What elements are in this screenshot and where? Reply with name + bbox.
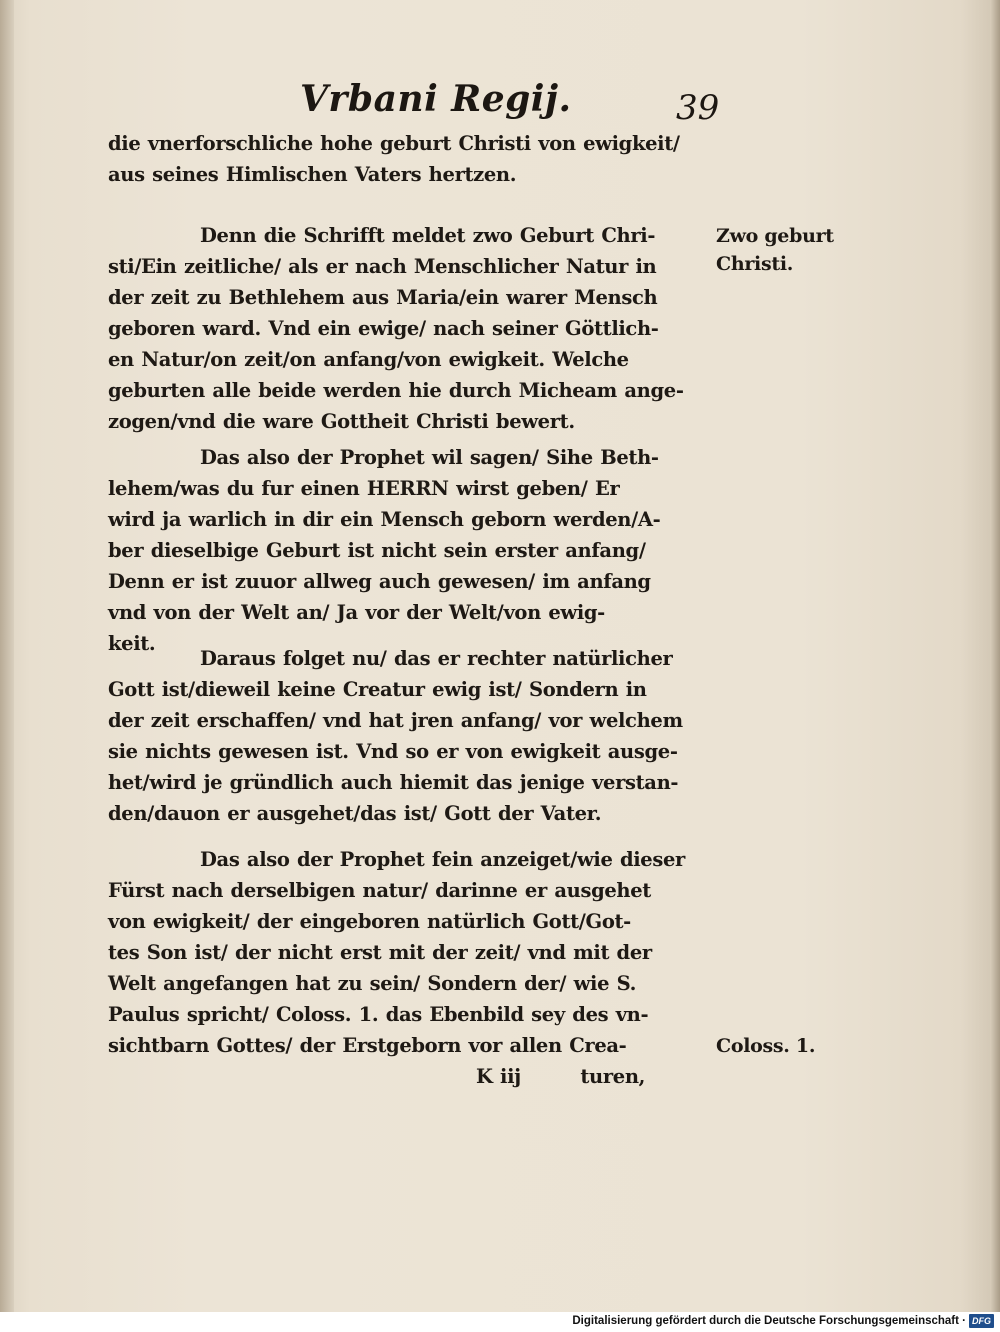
text-line: sichtbarn Gottes/ der Erstgeborn vor allen Crea- [108,1034,627,1057]
text-line: Denn er ist zuuor allweg auch gewesen/ im anfang [108,570,651,593]
page-number: 39 [676,88,720,128]
text-line: geburten alle beide werden hie durch Micheam ange- [108,379,684,402]
text-line: Daraus folget nu/ das er rechter natürlicher [200,647,673,670]
text-line: Denn die Schrifft meldet zwo Geburt Chri- [200,224,656,247]
paragraph-5 [108,844,710,1092]
funding-credit: Digitalisierung gefördert durch die Deutsche Forschungsgemeinschaft · [572,1315,966,1327]
running-head: Vrbani Regij. [300,78,572,120]
signature-catchword-line: K iij turen, [476,1065,646,1088]
paragraph-2 [108,220,710,437]
paragraph-4 [108,643,710,829]
margin-note-zwo-geburt [716,222,834,278]
footer-bar [0,1312,1000,1332]
text-line: ber dieselbige Geburt ist nicht sein erster anfang/ [108,539,646,562]
text-line: Fürst nach derselbigen natur/ darinne er ausgehet [108,879,651,902]
text-line: von ewigkeit/ der eingeboren natürlich Gott/Got- [108,910,631,933]
text-line: keit. [108,632,156,655]
text-line: wird ja warlich in dir ein Mensch geborn werden/A- [108,508,661,531]
text-line: het/wird je gründlich auch hiemit das jenige verstan- [108,771,679,794]
text-line: zogen/vnd die ware Gottheit Christi bewert. [108,410,575,433]
text-line: sie nichts gewesen ist. Vnd so er von ewigkeit ausge- [108,740,678,763]
margin-note-coloss [716,1032,815,1060]
text-line: vnd von der Welt an/ Ja vor der Welt/von ewig- [108,601,605,624]
text-line: sti/Ein zeitliche/ als er nach Menschlicher Natur in [108,255,657,278]
paragraph-3 [108,442,710,659]
paragraph-1 [108,128,710,190]
text-line: Welt angefangen hat zu sein/ Sondern der/ wie S. [108,972,637,995]
text-line: Paulus spricht/ Coloss. 1. das Ebenbild sey des vn- [108,1003,649,1026]
margin-note-line: Coloss. 1. [716,1035,816,1057]
text-line: geboren ward. Vnd ein ewige/ nach seiner Göttlich- [108,317,659,340]
margin-note-line: Christi. [716,253,794,275]
text-line: den/dauon er ausgehet/das ist/ Gott der Vater. [108,802,602,825]
text-line: der zeit zu Bethlehem aus Maria/ein warer Mensch [108,286,658,309]
text-line: Das also der Prophet wil sagen/ Sihe Beth- [200,446,659,469]
text-line: lehem/was du fur einen HERRN wirst geben/ Er [108,477,620,500]
text-line: en Natur/on zeit/on anfang/von ewigkeit. Welche [108,348,629,371]
text-line: tes Son ist/ der nicht erst mit der zeit/ vnd mit der [108,941,652,964]
text-line: Das also der Prophet fein anzeiget/wie dieser [200,848,685,871]
dfg-logo: DFG [969,1314,994,1328]
text-line: Gott ist/dieweil keine Creatur ewig ist/ Sondern in [108,678,647,701]
text-line: aus seines Himlischen Vaters hertzen. [108,163,517,186]
text-line: die vnerforschliche hohe geburt Christi von ewigkeit/ [108,132,680,155]
text-line: der zeit erschaffen/ vnd hat jren anfang/ vor welchem [108,709,683,732]
margin-note-line: Zwo geburt [716,225,834,247]
